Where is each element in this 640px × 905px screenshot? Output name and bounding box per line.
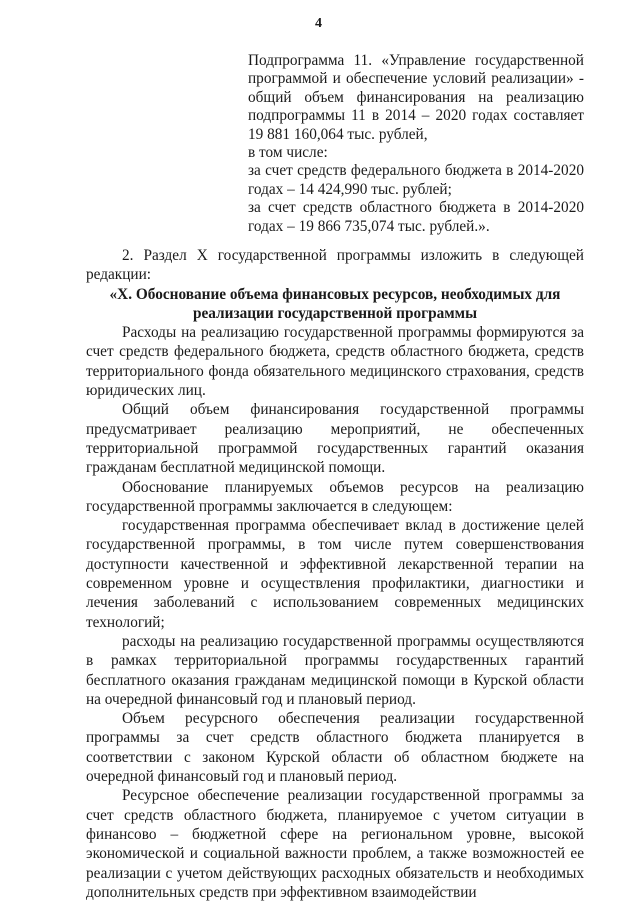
- subprogram-block: [248, 52, 584, 236]
- document-body: [86, 246, 584, 902]
- subprogram-line: Подпрограмма 11. «Управление государственной: [248, 52, 584, 69]
- subprogram-line: в том числе:: [248, 144, 328, 162]
- subprogram-line: за счет средств федерального бюджета в 2014-2020: [248, 162, 584, 180]
- subprogram-line: общий объем финансирования на реализацию: [248, 88, 584, 106]
- paragraph: Объем ресурсного обеспечения реализации государственной программы за счет средств областного бюджета планируется в соответствии с законом Курской области об областном бюджете на очередной финансовый год и плановый период.: [86, 710, 584, 786]
- section-heading: «X. Обоснование объема финансовых ресурсов, необходимых для реализации государственной программы: [109, 285, 561, 322]
- paragraph: государственная программа обеспечивает вклад в достижение целей государственной программы, в том числе путем совершенствования доступности качественной и эффективной лекарственной терапии на современном уровне и осуществления профилактики, диагностики и лечения заболеваний с использованием современных медицинских технологий;: [86, 517, 584, 631]
- subprogram-line: годах – 14 424,990 тыс. рублей;: [248, 180, 452, 198]
- subprogram-line: подпрограммы 11 в 2014 – 2020 годах составляет: [248, 107, 584, 125]
- subprogram-line: 19 881 160,064 тыс. рублей,: [248, 125, 428, 143]
- page-number: 4: [315, 16, 322, 31]
- subprogram-line: годах – 19 866 735,074 тыс. рублей.».: [248, 217, 490, 235]
- section-intro: 2. Раздел X государственной программы изложить в следующей редакции:: [86, 247, 584, 284]
- paragraph: Общий объем финансирования государственной программы предусматривает реализацию мероприятий, не обеспеченных территориальной программой государственных гарантий оказания гражданам бесплатной медицинской помощи.: [86, 401, 584, 477]
- subprogram-line: за счет средств областного бюджета в 2014-2020: [248, 199, 584, 217]
- paragraph: Ресурсное обеспечение реализации государственной программы за счет средств областного бюджета, планируемое с учетом ситуации в финансово – бюджетной сфере на региональном уровне, высокой экономической и социальной важности проблем, а также возможностей ее реализации с учетом действующих расходных обязательств и необходимых дополнительных средств при эффективном взаимодействии: [86, 787, 584, 901]
- paragraph: Обоснование планируемых объемов ресурсов на реализацию государственной программы заключается в следующем:: [86, 478, 584, 515]
- paragraph: Расходы на реализацию государственной программы формируются за счет средств федерального бюджета, средств областного бюджета, средств территориального фонда обязательного медицинского страхования, средств юридических лиц.: [86, 324, 584, 400]
- paragraph: расходы на реализацию государственной программы осуществляются в рамках территориальной программы государственных гарантий бесплатного оказания гражданам медицинской помощи в Курской области на очередной финансовый год и плановый период.: [86, 632, 584, 708]
- subprogram-line: программой и обеспечение условий реализации» -: [248, 70, 584, 88]
